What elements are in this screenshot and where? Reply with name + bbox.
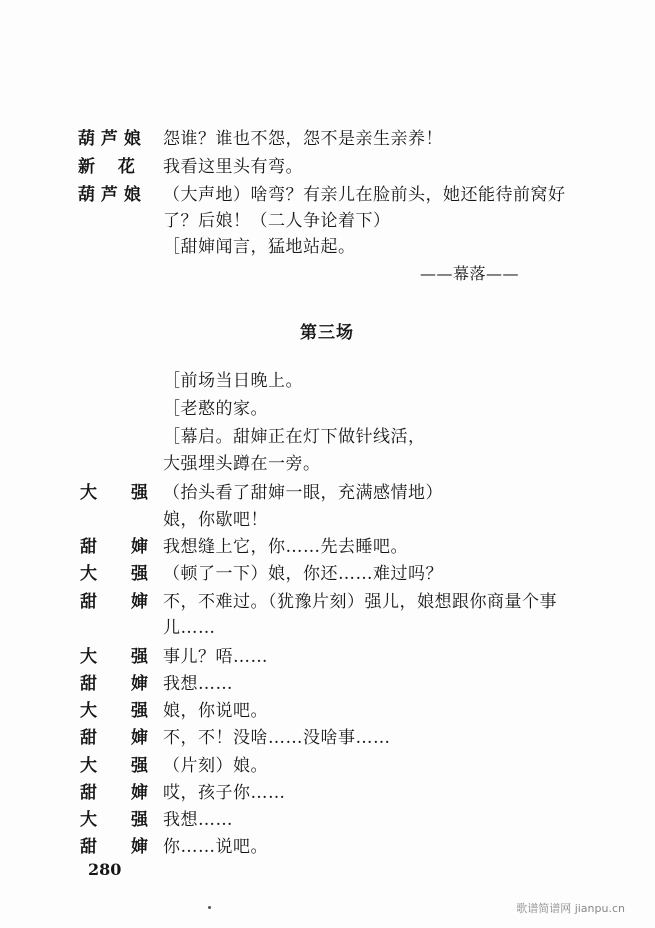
dialogue-line: 不，不！没啥……没啥事…… (163, 728, 391, 748)
dialogue-line: （片刻）娘。 (163, 756, 268, 776)
dialogue-line: （大声地）啥弯？有亲儿在脸前头，她还能待前窝好 (163, 185, 566, 205)
stage-direction: ［前场当日晚上。 (163, 371, 303, 391)
dialogue-line: 儿…… (163, 618, 216, 638)
dialogue-line: （抬头看了甜婶一眼，充满感情地） (163, 483, 443, 503)
speaker-label: 甜 婶 (80, 728, 148, 748)
speaker-label: 甜 婶 (80, 592, 148, 612)
speaker-label: 大 强 (80, 756, 148, 776)
dialogue-line: 娘，你说吧。 (163, 701, 268, 721)
dialogue-line: 事儿？唔…… (163, 647, 268, 667)
dialogue-line: 了？后娘！（二人争论着下） (163, 211, 391, 231)
speaker-label: 甜 婶 (80, 674, 148, 694)
dialogue-line: 娘，你歇吧！ (163, 510, 268, 530)
watermark: 歌谱简谱网 jianpu.cn (516, 902, 625, 915)
dialogue-line: 不，不难过。（犹豫片刻）强儿，娘想跟你商量个事 (163, 592, 557, 612)
stage-direction: ［幕启。甜婶正在灯下做针线活， (163, 427, 426, 447)
speaker-label: 大 强 (80, 701, 148, 721)
stage-direction: 大强埋头蹲在一旁。 (163, 454, 321, 474)
speaker-label: 新 花 (78, 157, 135, 177)
stage-direction: ［甜婶闻言，猛地站起。 (163, 237, 356, 257)
speaker-label: 大 强 (80, 483, 148, 503)
speaker-label: 大 强 (80, 810, 148, 830)
ink-speck (208, 906, 211, 909)
speaker-label: 大 强 (80, 564, 148, 584)
speaker-label: 葫 芦 娘 (78, 185, 141, 205)
curtain-fall: ——幕落—— (420, 264, 520, 283)
dialogue-line: 你……说吧。 (163, 837, 268, 857)
dialogue-line: 哎，孩子你…… (163, 783, 286, 803)
dialogue-line: 我想…… (163, 810, 233, 830)
dialogue-line: （顿了一下）娘，你还……难过吗？ (163, 564, 443, 584)
page-number: 280 (88, 860, 122, 879)
speaker-label: 甜 婶 (80, 537, 148, 557)
stage-direction: ［老憨的家。 (163, 399, 268, 419)
dialogue-line: 我想…… (163, 674, 233, 694)
dialogue-line: 我看这里头有弯。 (163, 157, 303, 177)
dialogue-line: 我想缝上它，你……先去睡吧。 (163, 537, 408, 557)
speaker-label: 大 强 (80, 647, 148, 667)
scene-title: 第三场 (300, 323, 354, 343)
speaker-label: 甜 婶 (80, 837, 148, 857)
speaker-label: 甜 婶 (80, 783, 148, 803)
dialogue-line: 怨谁？谁也不怨，怨不是亲生亲养！ (163, 129, 443, 149)
speaker-label: 葫 芦 娘 (78, 129, 141, 149)
